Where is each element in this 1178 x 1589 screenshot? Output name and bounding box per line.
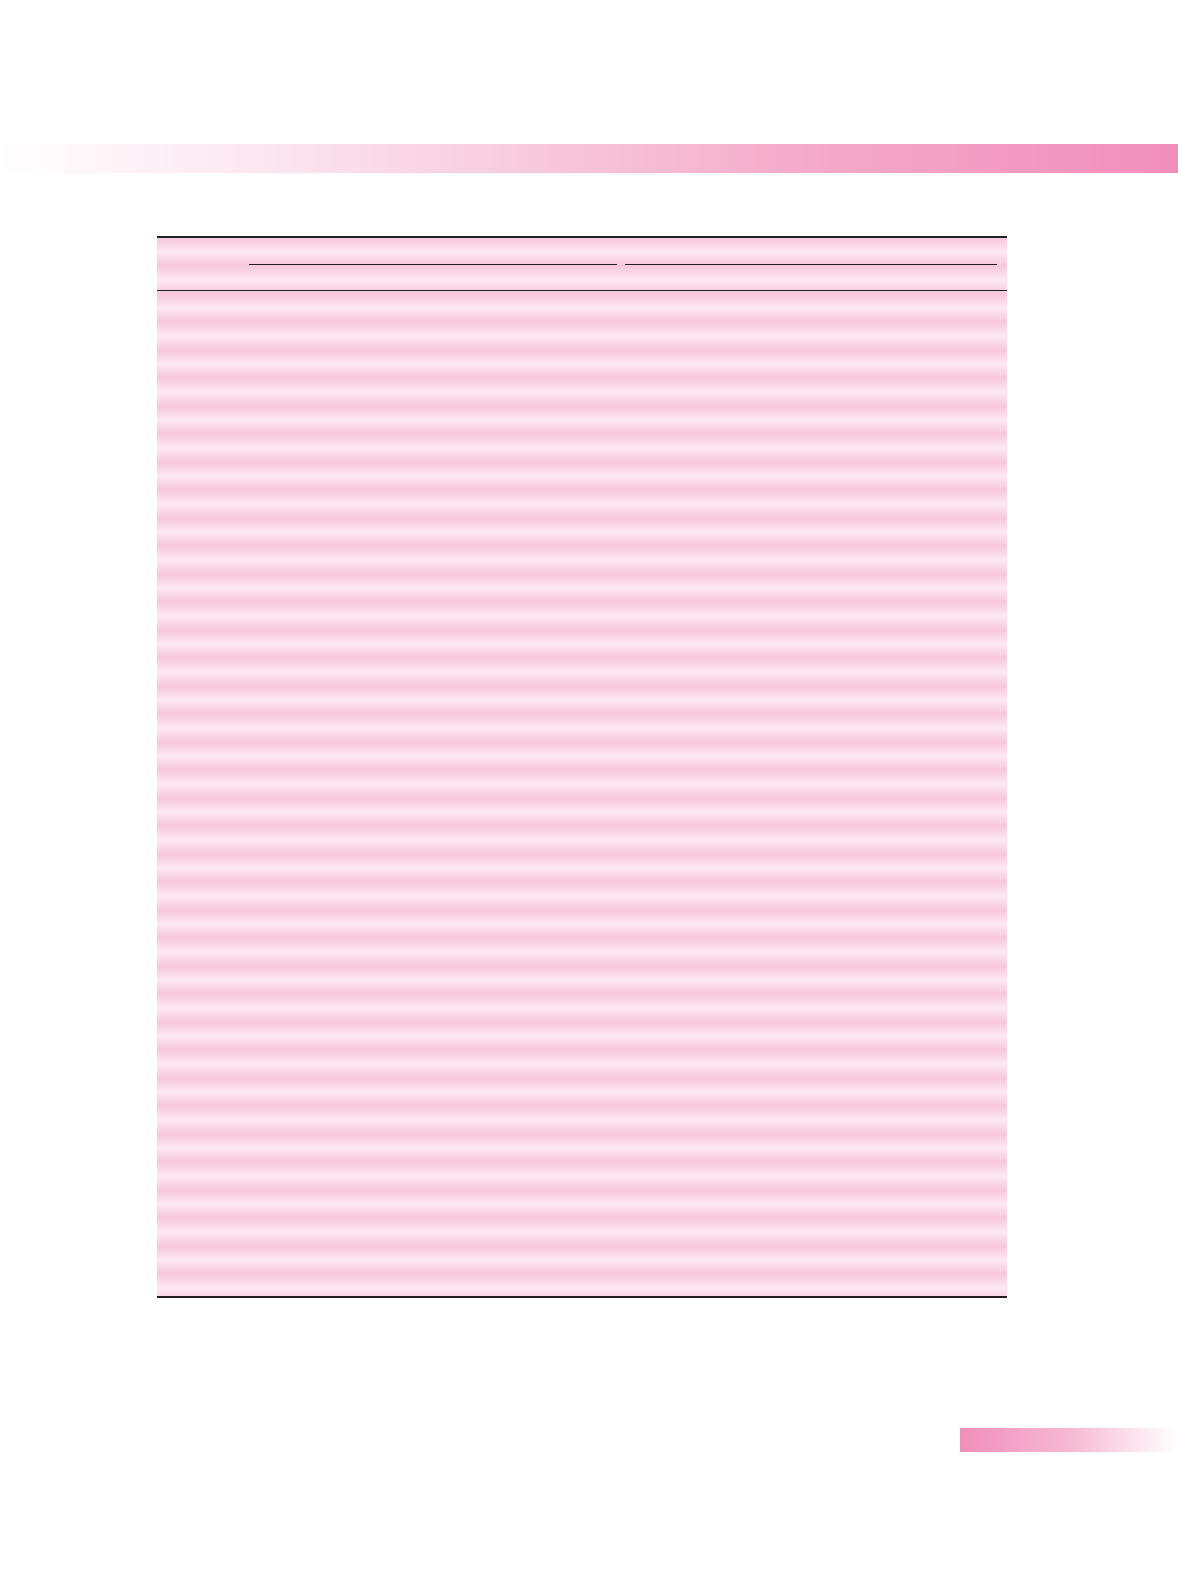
- header-rule: [157, 290, 1007, 291]
- transition-matrix-table: [157, 236, 1007, 1298]
- footer-band: [960, 1428, 1178, 1452]
- male-group-rule: [249, 264, 617, 265]
- female-group-rule: [625, 264, 997, 265]
- header-band: [0, 144, 1178, 173]
